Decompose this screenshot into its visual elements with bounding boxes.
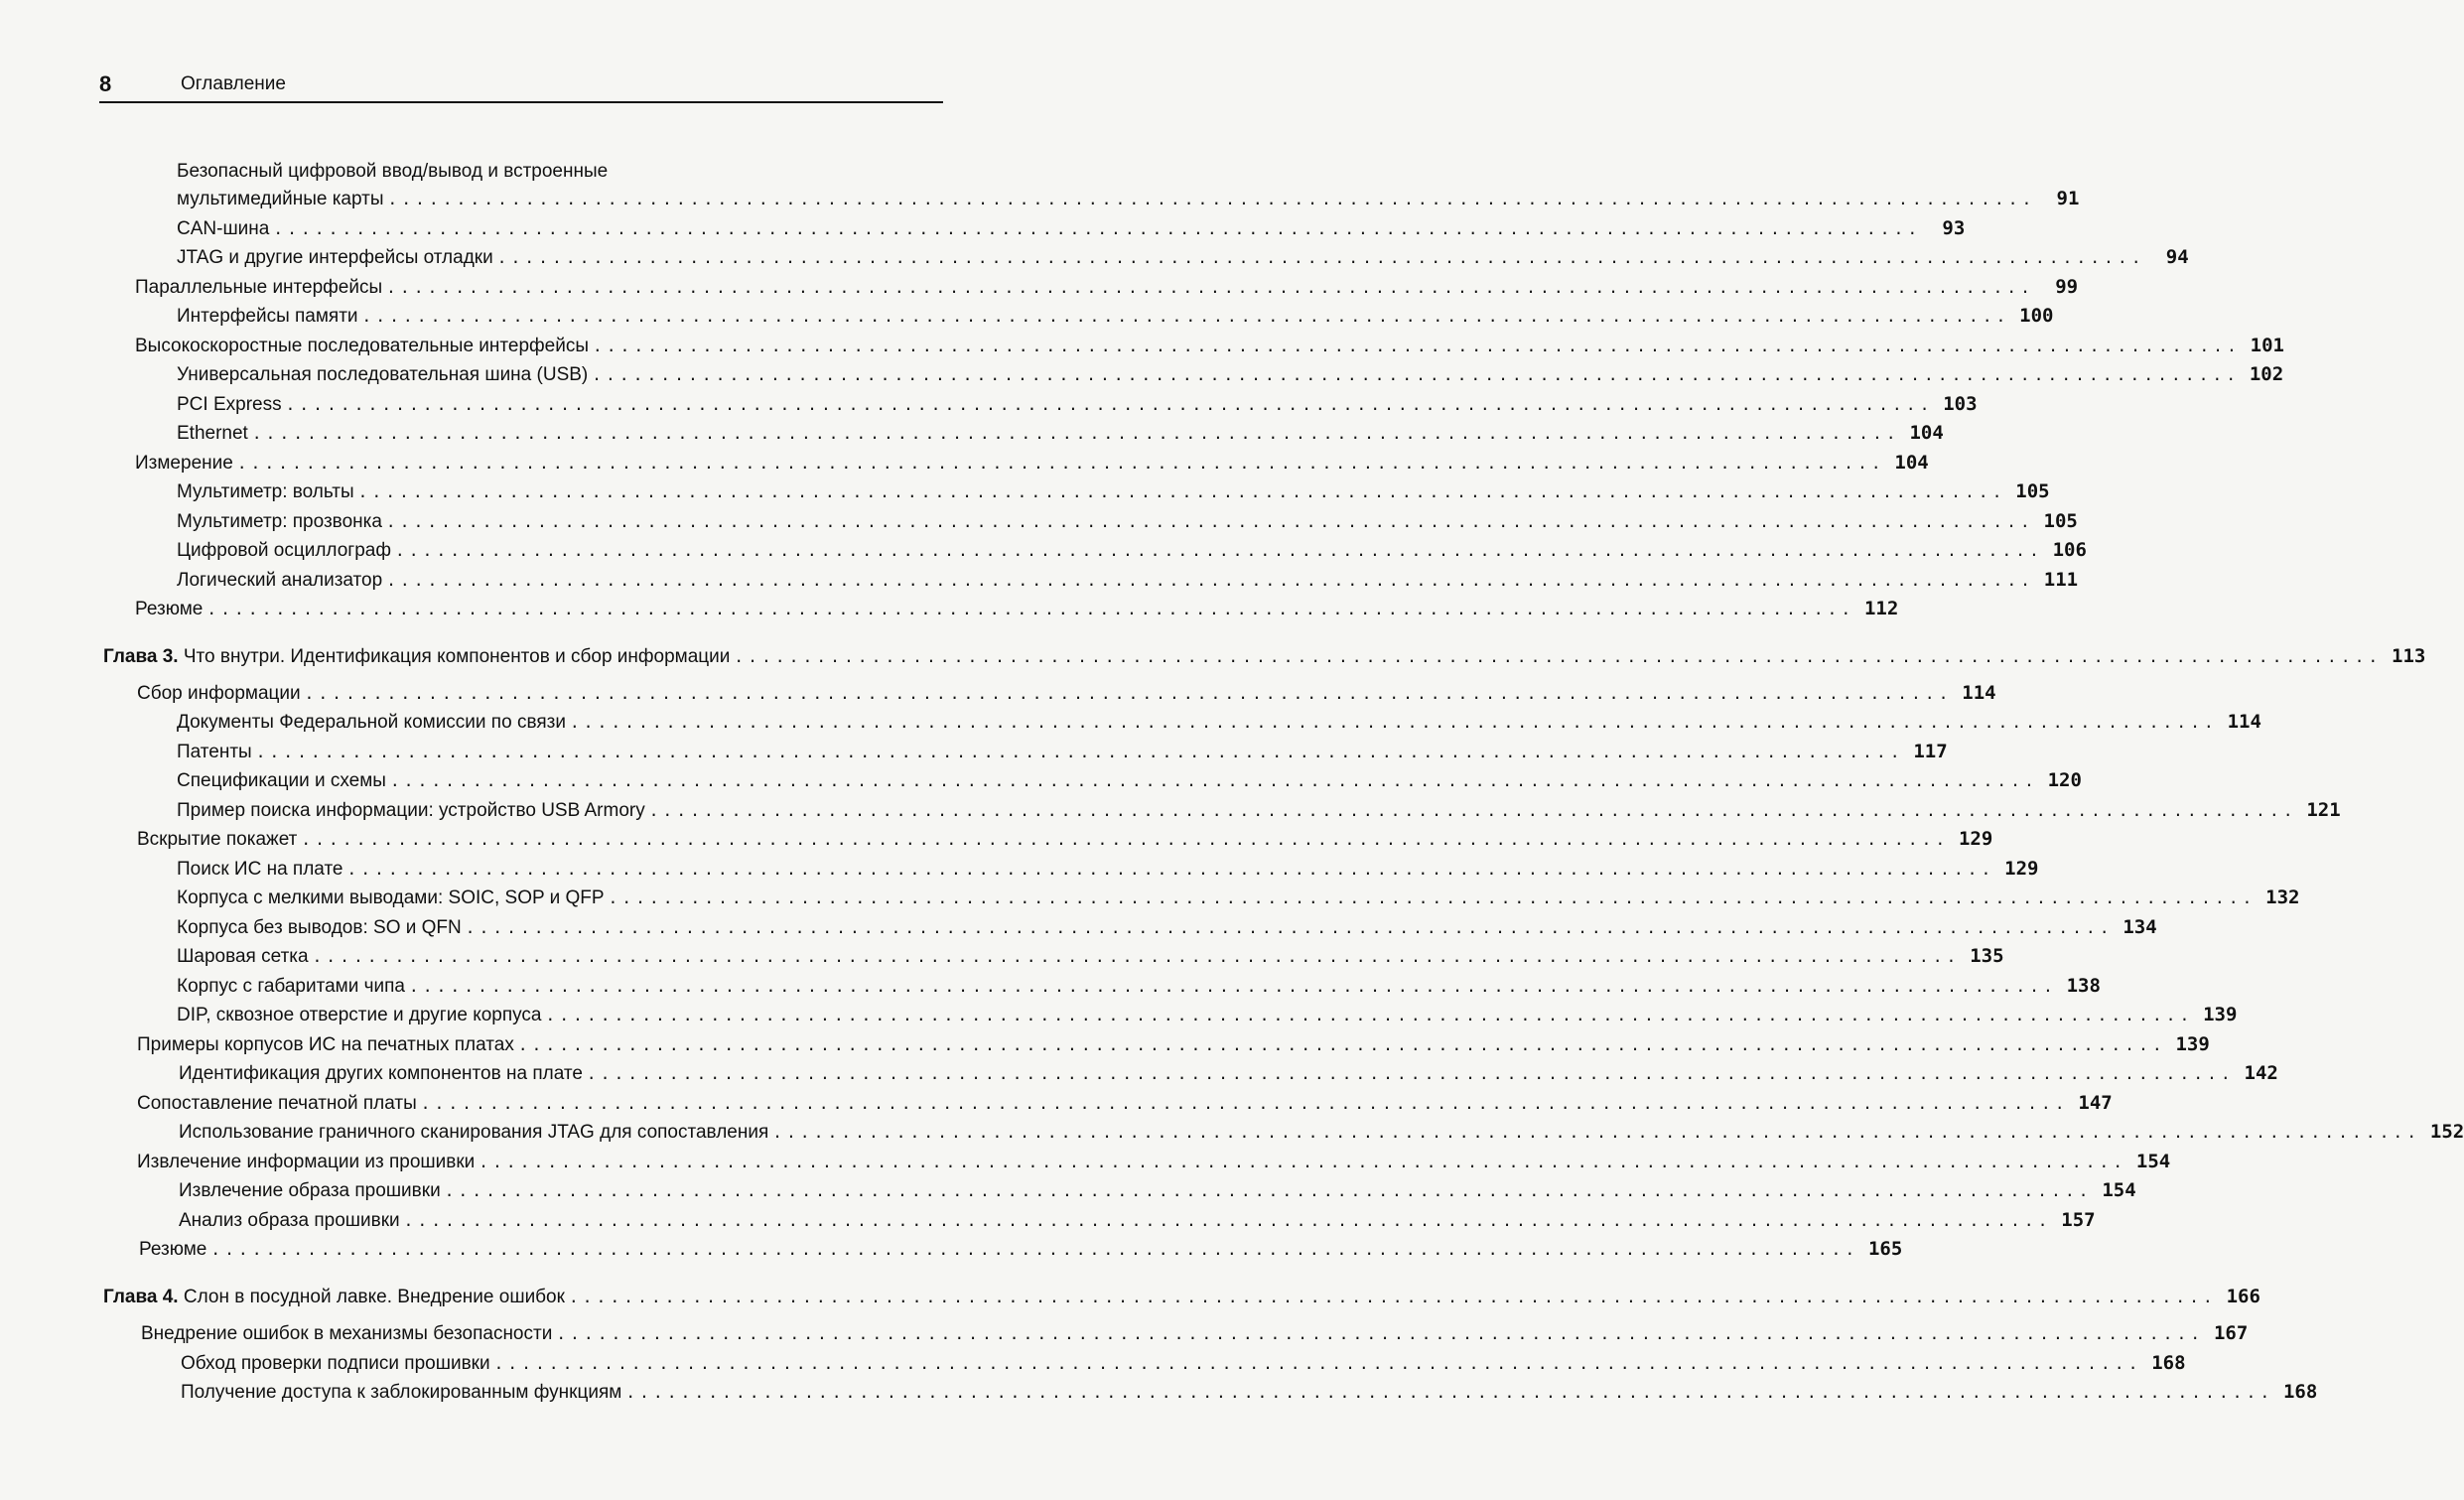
chapter-label: Глава 4. xyxy=(103,1287,179,1307)
page-header xyxy=(99,71,943,103)
toc-entry xyxy=(135,333,2284,358)
dot-leader: ........................................................................................................................ xyxy=(312,947,1961,966)
entry-text: Корпуса без выводов: SO и QFN xyxy=(177,917,462,938)
toc-page-number: 167 xyxy=(2213,1322,2249,1344)
toc-page-number: 121 xyxy=(2306,799,2341,821)
dot-leader: ........................................................................................................................ xyxy=(545,1006,2194,1024)
toc-entry-title xyxy=(179,1120,768,1146)
toc-page-number: 168 xyxy=(2282,1381,2318,1403)
dot-leader: ........................................................................................................................ xyxy=(592,365,2241,384)
toc-entry xyxy=(177,508,2078,534)
toc-entry-title xyxy=(177,798,645,824)
toc-entry xyxy=(181,1379,2318,1405)
entry-text: Интерфейсы памяти xyxy=(177,306,358,327)
toc-entry xyxy=(177,973,2101,999)
toc-page-number: 132 xyxy=(2265,886,2300,908)
entry-text: Корпус с габаритами чипа xyxy=(177,976,405,997)
toc-entry xyxy=(177,244,2189,270)
entry-text: Поиск ИС на плате xyxy=(177,859,343,880)
dot-leader: ........................................................................................................................ xyxy=(625,1383,2274,1402)
dot-leader: ........................................................................................................................ xyxy=(386,278,2035,297)
dot-leader: ........................................................................................................................ xyxy=(357,482,2006,501)
toc-page-number: 106 xyxy=(2052,539,2087,561)
toc-entry-title xyxy=(177,568,382,594)
dot-leader: ........................................................................................................................ xyxy=(386,571,2035,590)
toc-entry xyxy=(177,186,2080,211)
toc-page-number: 142 xyxy=(2244,1062,2278,1084)
dot-leader: ........................................................................................................................ xyxy=(210,1240,1859,1259)
entry-text: Примеры корпусов ИС на печатных платах xyxy=(137,1034,514,1055)
toc-entry-title xyxy=(137,1091,417,1117)
toc-entry xyxy=(177,885,2300,910)
toc-page-number: 111 xyxy=(2043,569,2079,591)
entry-text: PCI Express xyxy=(177,394,282,415)
toc-entry-title xyxy=(177,479,354,505)
toc-page-number: 165 xyxy=(1867,1238,1903,1260)
toc-entry xyxy=(137,1090,2113,1116)
toc-entry-title xyxy=(177,1003,542,1028)
toc-entry xyxy=(135,274,2079,300)
dot-leader: ........................................................................................................................ xyxy=(255,743,1904,761)
toc-page-number: 100 xyxy=(2019,305,2054,327)
dot-leader: ........................................................................................................................ xyxy=(465,918,2114,937)
toc-page-number: 114 xyxy=(1962,682,1996,704)
entry-text: Слон в посудной лавке. Внедрение ошибок xyxy=(183,1287,565,1307)
dot-leader: ........................................................................................................................ xyxy=(285,395,1934,414)
toc-entry xyxy=(179,1177,2136,1203)
toc-page-number: 114 xyxy=(2227,711,2261,733)
entry-text: Внедрение ошибок в механизмы безопасности xyxy=(141,1323,553,1344)
toc-page-number: 129 xyxy=(1958,828,1993,850)
dot-leader: ........................................................................................................................ xyxy=(236,454,1885,473)
toc-page-number: 138 xyxy=(2066,975,2101,997)
dot-leader: ........................................................................................................................ xyxy=(361,307,2010,326)
dot-leader: ........................................................................................................................ xyxy=(346,860,1995,879)
toc-entry xyxy=(137,826,1993,852)
toc-entry-title xyxy=(179,1208,400,1234)
entry-text: Извлечение информации из прошивки xyxy=(137,1152,476,1172)
toc-entry-title xyxy=(135,597,203,622)
entry-text: Патенты xyxy=(177,742,252,762)
toc-entry xyxy=(137,680,1996,706)
entry-text: Сбор информации xyxy=(137,683,301,704)
entry-text: Что внутри. Идентификация компонентов и сбор информации xyxy=(183,646,731,667)
toc-page-number: 94 xyxy=(2165,246,2189,268)
toc-entry-title xyxy=(135,275,382,301)
entry-text: Документы Федеральной комиссии по связи xyxy=(177,712,566,733)
toc-entry xyxy=(177,767,2082,793)
entry-text: Обход проверки подписи прошивки xyxy=(181,1353,490,1374)
dot-leader: ........................................................................................................................ xyxy=(517,1035,2166,1054)
toc-page-number: 104 xyxy=(1909,422,1944,444)
toc-page-number: 152 xyxy=(2429,1121,2464,1143)
toc-page-number: 157 xyxy=(2061,1209,2096,1231)
dot-leader: ........................................................................................................................ xyxy=(389,771,2038,790)
toc-entry-title xyxy=(177,915,462,941)
entry-text: Параллельные интерфейсы xyxy=(135,277,383,298)
toc-entry-title xyxy=(177,421,248,447)
entry-text: DIP, сквозное отверстие и другие корпуса xyxy=(177,1005,542,1025)
toc-chapter-entry xyxy=(103,1284,2260,1309)
toc-page-number: 134 xyxy=(2122,916,2157,938)
toc-page-number: 154 xyxy=(2135,1151,2171,1172)
toc-page-number: 129 xyxy=(2004,858,2039,880)
toc-entry-title xyxy=(103,1285,565,1310)
dot-leader: ........................................................................................................................ xyxy=(734,647,2383,666)
dot-leader: ........................................................................................................................ xyxy=(251,424,1900,443)
toc-entry xyxy=(177,797,2341,823)
dot-leader: ........................................................................................................................ xyxy=(569,713,2218,732)
toc-page-number: 135 xyxy=(1970,945,2004,967)
toc-page-number: 168 xyxy=(2151,1352,2186,1374)
entry-text: Сопоставление печатной платы xyxy=(137,1093,417,1114)
toc-entry-title xyxy=(179,1178,441,1204)
toc-page-number: 105 xyxy=(2043,510,2078,532)
toc-entry-title xyxy=(103,644,730,670)
entry-text: Ethernet xyxy=(177,423,248,444)
entry-text: Корпуса с мелкими выводами: SOIC, SOP и QFP xyxy=(177,887,605,908)
toc-entry xyxy=(141,1320,2249,1346)
toc-entry-title xyxy=(177,216,269,242)
toc-page-number: 154 xyxy=(2102,1179,2136,1201)
toc-entry xyxy=(177,914,2157,940)
toc-entry-title xyxy=(137,681,301,707)
toc-page-number: 147 xyxy=(2078,1092,2113,1114)
entry-text: CAN-шина xyxy=(177,218,270,239)
entry-text: Спецификации и схемы xyxy=(177,770,386,791)
toc-entry xyxy=(137,1149,2171,1174)
entry-text: Вскрытие покажет xyxy=(137,829,298,850)
dot-leader: ........................................................................................................................ xyxy=(479,1153,2127,1171)
toc-page-number: 91 xyxy=(2056,188,2080,209)
toc-entry-title xyxy=(177,944,309,970)
entry-text: Анализ образа прошивки xyxy=(179,1210,400,1231)
toc-entry-title xyxy=(181,1351,490,1377)
toc-page-number: 166 xyxy=(2226,1286,2260,1307)
entry-text: Цифровой осциллограф xyxy=(177,540,391,561)
dot-leader: ........................................................................................................................ xyxy=(648,801,2297,820)
toc-entry xyxy=(177,420,1944,446)
toc-page-number: 103 xyxy=(1943,393,1978,415)
dot-leader: ........................................................................................................................ xyxy=(273,219,1922,238)
toc-entry xyxy=(177,567,2079,593)
toc-page-number: 112 xyxy=(1863,598,1899,619)
entry-text: Высокоскоростные последовательные интерфейсы xyxy=(135,336,590,356)
toc-page-number: 93 xyxy=(1942,217,1966,239)
toc-continued-line: Безопасный цифровой ввод/вывод и встроенные xyxy=(177,161,609,182)
entry-text: Использование граничного сканирования JTAG для сопоставления xyxy=(179,1122,769,1143)
toc-entry-title xyxy=(137,827,297,853)
toc-entry-title xyxy=(135,451,233,477)
toc-entry xyxy=(177,478,2050,504)
dot-leader: ........................................................................................................................ xyxy=(496,248,2145,267)
dot-leader: ........................................................................................................................ xyxy=(608,888,2257,907)
entry-text: Шаровая сетка xyxy=(177,946,309,967)
toc-page-number: 139 xyxy=(2203,1004,2238,1025)
entry-text: мультимедийные карты xyxy=(177,189,384,209)
entry-text: Универсальная последовательная шина (USB) xyxy=(177,364,589,385)
toc-entry-title xyxy=(177,710,566,736)
toc-entry-title xyxy=(177,974,405,1000)
toc-entry-title xyxy=(137,1032,514,1058)
entry-text: Логический анализатор xyxy=(177,570,383,591)
toc-page-number: 120 xyxy=(2047,769,2082,791)
toc-entry-title xyxy=(141,1321,552,1347)
toc-entry xyxy=(177,537,2087,563)
dot-leader: ........................................................................................................................ xyxy=(444,1181,2093,1200)
toc-entry-title xyxy=(179,1061,583,1087)
toc-entry-title xyxy=(177,886,605,911)
toc-entry xyxy=(137,1031,2210,1057)
dot-leader: ........................................................................................................................ xyxy=(206,600,1855,618)
toc-entry-title xyxy=(181,1380,621,1406)
toc-entry-title xyxy=(177,392,282,418)
toc-entry-title xyxy=(177,768,386,794)
toc-page-number: 139 xyxy=(2175,1033,2210,1055)
toc-entry-title xyxy=(177,245,493,271)
entry-text: Резюме xyxy=(139,1239,207,1260)
entry-text: Мультиметр: прозвонка xyxy=(177,511,382,532)
toc-entry xyxy=(139,1236,1903,1262)
toc-entry xyxy=(177,739,1948,764)
toc-page-number: 101 xyxy=(2250,335,2284,356)
entry-text: Мультиметр: вольты xyxy=(177,481,354,502)
dot-leader: ........................................................................................................................ xyxy=(385,512,2034,531)
toc-entry-title xyxy=(135,334,589,359)
toc-entry-title xyxy=(177,538,391,564)
toc-entry-title xyxy=(177,304,358,330)
toc-entry-title xyxy=(177,740,252,765)
toc-entry xyxy=(179,1119,2464,1145)
toc-entry xyxy=(177,391,1978,417)
toc-entry xyxy=(179,1207,2096,1233)
toc-entry xyxy=(177,856,2039,882)
dot-leader: ........................................................................................................................ xyxy=(586,1064,2235,1083)
toc-entry-title xyxy=(177,509,382,535)
entry-text: Идентификация других компонентов на плате xyxy=(179,1063,583,1084)
dot-leader: ........................................................................................................................ xyxy=(493,1354,2142,1373)
toc-entry-title xyxy=(177,857,343,883)
toc-entry-title xyxy=(137,1150,475,1175)
toc-page-number: 104 xyxy=(1894,452,1929,474)
toc-entry xyxy=(135,596,1899,621)
dot-leader: ........................................................................................................................ xyxy=(556,1324,2205,1343)
running-title: Оглавление xyxy=(181,73,286,94)
entry-text: Извлечение образа прошивки xyxy=(179,1180,441,1201)
dot-leader: ........................................................................................................................ xyxy=(301,830,1950,849)
toc-entry xyxy=(135,450,1929,476)
toc-entry xyxy=(177,709,2261,735)
toc-chapter-entry xyxy=(103,643,2426,669)
entry-text: Резюме xyxy=(135,599,204,619)
toc-entry xyxy=(177,1002,2238,1027)
dot-leader: ........................................................................................................................ xyxy=(403,1211,2052,1230)
toc-entry xyxy=(177,215,1966,241)
chapter-label: Глава 3. xyxy=(103,646,179,667)
dot-leader: ........................................................................................................................ xyxy=(568,1288,2217,1306)
dot-leader: ........................................................................................................................ xyxy=(409,977,2057,996)
entry-text: Измерение xyxy=(135,453,233,474)
page-number: 8 xyxy=(99,71,112,96)
toc-page-number: 117 xyxy=(1913,741,1948,762)
toc-entry xyxy=(181,1350,2186,1376)
toc-entry xyxy=(179,1060,2278,1086)
toc-entry xyxy=(177,361,2284,387)
toc-entry xyxy=(177,943,2004,969)
entry-text: JTAG и другие интерфейсы отладки xyxy=(177,247,493,268)
toc-page-number: 102 xyxy=(2249,363,2284,385)
toc-page-number: 105 xyxy=(2015,480,2050,502)
toc-page-number: 99 xyxy=(2055,276,2079,298)
toc-entry-title xyxy=(177,362,588,388)
dot-leader: ........................................................................................................................ xyxy=(387,190,2036,208)
toc-page-number: 113 xyxy=(2392,645,2426,667)
dot-leader: ........................................................................................................................ xyxy=(304,684,1953,703)
dot-leader: ........................................................................................................................ xyxy=(420,1094,2069,1113)
dot-leader: ........................................................................................................................ xyxy=(395,541,2043,560)
toc-entry xyxy=(177,303,2054,329)
toc-entry-title xyxy=(177,187,384,212)
toc-entry-title xyxy=(139,1237,206,1263)
entry-text: Пример поиска информации: устройство USB Armory xyxy=(177,800,645,821)
entry-text: Получение доступа к заблокированным функциям xyxy=(181,1382,622,1403)
dot-leader: ........................................................................................................................ xyxy=(772,1123,2421,1142)
dot-leader: ........................................................................................................................ xyxy=(593,337,2241,355)
